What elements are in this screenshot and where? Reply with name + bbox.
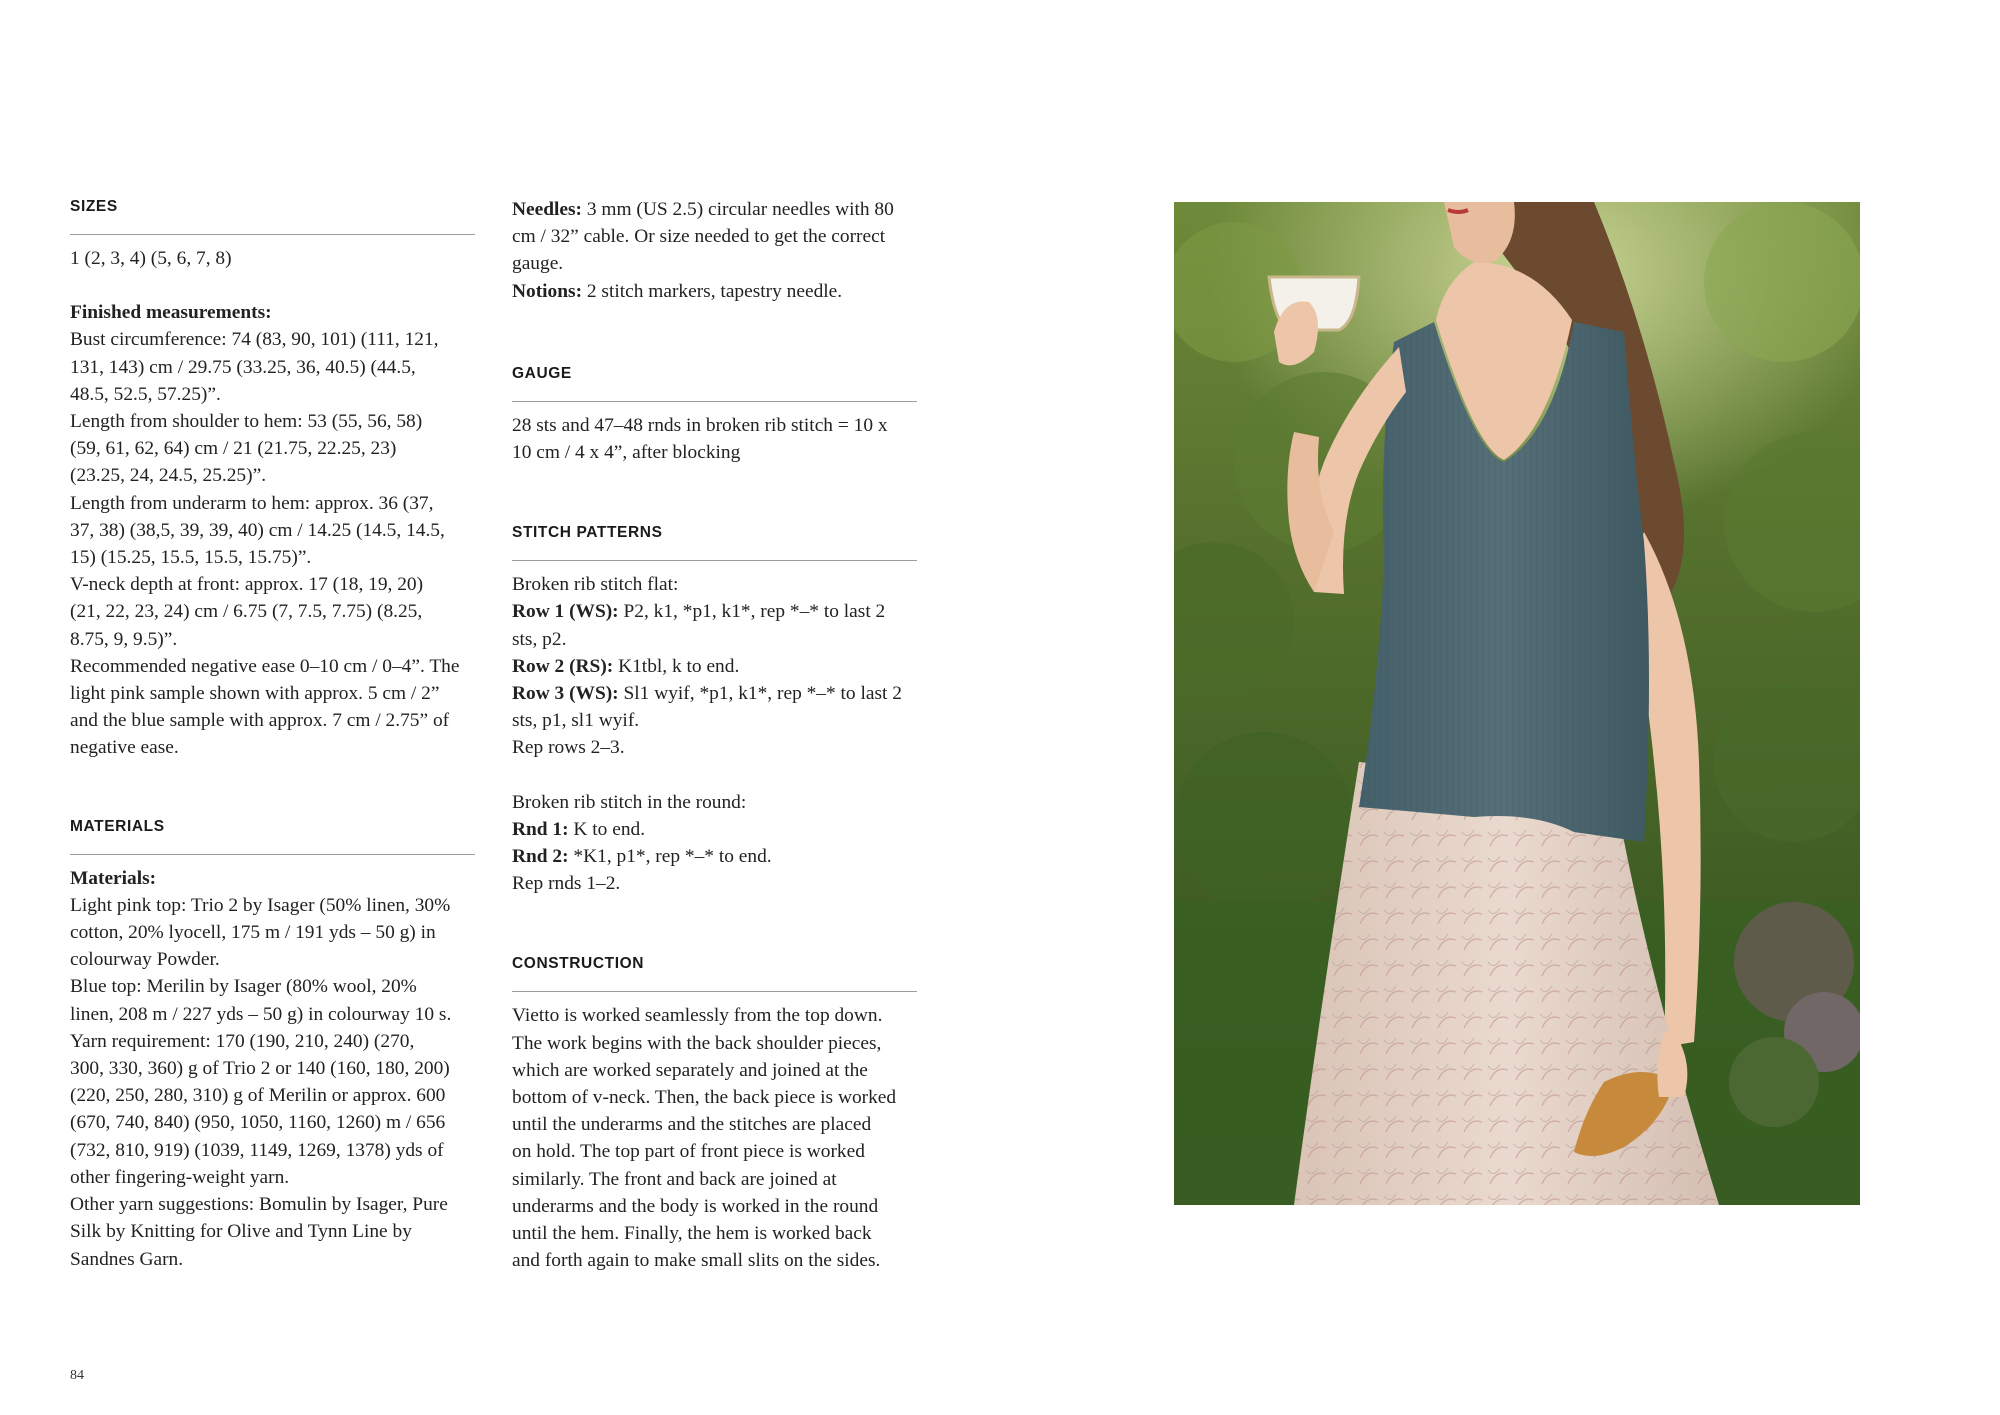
sizes-heading: SIZES: [70, 198, 118, 215]
measurement-line: 15) (15.25, 15.5, 15.5, 15.75)”.: [70, 547, 312, 569]
construction-line: underarms and the body is worked in the round: [512, 1195, 879, 1217]
needles-line: Needles: 3 mm (US 2.5) circular needles with 80: [512, 199, 894, 220]
measurement-line: V-neck depth at front: approx. 17 (18, 19, 20): [70, 574, 424, 596]
construction-line: until the hem. Finally, the hem is worked back: [512, 1223, 872, 1245]
divider: [70, 234, 475, 235]
construction-line: The work begins with the back shoulder pieces,: [512, 1032, 882, 1054]
model-photo: [1174, 202, 1860, 1205]
divider: [512, 401, 917, 402]
measurement-line: Recommended negative ease 0–10 cm / 0–4”. The: [70, 655, 460, 677]
notions-line: Notions: 2 stitch markers, tapestry needle.: [512, 280, 843, 302]
construction-line: Vietto is worked seamlessly from the top down.: [512, 1005, 883, 1027]
materials-line: (220, 250, 280, 310) g of Merilin or approx. 600: [70, 1085, 446, 1107]
row-1: Row 1 (WS): P2, k1, *p1, k1*, rep *–* to last 2: [512, 601, 886, 623]
gauge-line: 10 cm / 4 x 4”, after blocking: [512, 442, 741, 464]
construction-line: bottom of v-neck. Then, the back piece is worked: [512, 1087, 897, 1109]
construction-line: which are worked separately and joined at the: [512, 1059, 868, 1081]
needles-line: cm / 32” cable. Or size needed to get the correct: [512, 226, 886, 248]
row-1-cont: sts, p2.: [512, 628, 567, 650]
sizes-text: 1 (2, 3, 4) (5, 6, 7, 8): [70, 248, 232, 269]
materials-line: linen, 208 m / 227 yds – 50 g) in colourway 10 s.: [70, 1003, 452, 1025]
rep-rows: Rep rows 2–3.: [512, 737, 625, 759]
materials-label: Materials:: [70, 867, 157, 889]
materials-line: Silk by Knitting for Olive and Tynn Line by: [70, 1221, 412, 1243]
measurement-line: 37, 38) (38,5, 39, 39, 40) cm / 14.25 (14.5, 14.5,: [70, 519, 445, 541]
measurement-line: (23.25, 24, 24.5, 25.25)”.: [70, 465, 267, 487]
page-number: 84: [70, 1368, 84, 1383]
row-3: Row 3 (WS): Sl1 wyif, *p1, k1*, rep *–* to last 2: [512, 683, 902, 705]
measurement-line: 8.75, 9, 9.5)”.: [70, 628, 178, 650]
gauge-line: 28 sts and 47–48 rnds in broken rib stitch = 10 x: [512, 414, 888, 436]
measurement-line: negative ease.: [70, 737, 179, 759]
measurement-line: Length from shoulder to hem: 53 (55, 56, 58): [70, 411, 423, 433]
materials-line: colourway Powder.: [70, 949, 220, 971]
row-2: Row 2 (RS): K1tbl, k to end.: [512, 655, 740, 677]
construction-heading: CONSTRUCTION: [512, 955, 645, 973]
materials-line: cotton, 20% lyocell, 175 m / 191 yds – 50 g) in: [70, 922, 436, 944]
materials-line: (670, 740, 840) (950, 1050, 1160, 1260) m / 656: [70, 1112, 446, 1134]
construction-line: and forth again to make small slits on the sides.: [512, 1250, 881, 1272]
materials-line: Light pink top: Trio 2 by Isager (50% linen, 30%: [70, 894, 451, 916]
needles-line: gauge.: [512, 253, 564, 275]
measurement-line: (59, 61, 62, 64) cm / 21 (21.75, 22.25, 23): [70, 438, 397, 460]
measurement-line: 131, 143) cm / 29.75 (33.25, 36, 40.5) (44.5,: [70, 356, 416, 378]
materials-line: Blue top: Merilin by Isager (80% wool, 20%: [70, 976, 417, 998]
materials-line: Yarn requirement: 170 (190, 210, 240) (270,: [70, 1030, 415, 1052]
measurement-line: (21, 22, 23, 24) cm / 6.75 (7, 7.5, 7.75) (8.25,: [70, 601, 423, 623]
construction-line: on hold. The top part of front piece is worked: [512, 1141, 865, 1163]
materials-line: 300, 330, 360) g of Trio 2 or 140 (160, 180, 200): [70, 1058, 450, 1080]
left-text-column: [70, 196, 475, 1273]
measurement-line: light pink sample shown with approx. 5 cm / 2”: [70, 683, 440, 705]
construction-line: similarly. The front and back are joined at: [512, 1168, 837, 1190]
divider: [70, 854, 475, 855]
rep-rnds: Rep rnds 1–2.: [512, 873, 621, 895]
materials-line: Other yarn suggestions: Bomulin by Isager, Pure: [70, 1194, 448, 1216]
row-3-cont: sts, p1, sl1 wyif.: [512, 710, 640, 732]
measurement-line: Bust circumference: 74 (83, 90, 101) (111, 121,: [70, 329, 439, 351]
rnd-2: Rnd 2: *K1, p1*, rep *–* to end.: [512, 846, 772, 868]
finished-measurements-label: Finished measurements:: [70, 302, 272, 324]
flat-title: Broken rib stitch flat:: [512, 574, 679, 596]
measurement-line: and the blue sample with approx. 7 cm / 2.75” of: [70, 710, 450, 732]
materials-line: (732, 810, 919) (1039, 1149, 1269, 1378) yds of: [70, 1139, 444, 1161]
divider: [512, 560, 917, 561]
measurement-line: 48.5, 52.5, 57.25)”.: [70, 383, 221, 405]
divider: [512, 991, 917, 992]
middle-text-column: [512, 196, 917, 1274]
gauge-heading: GAUGE: [512, 364, 572, 382]
round-title: Broken rib stitch in the round:: [512, 791, 747, 813]
materials-line: other fingering-weight yarn.: [70, 1166, 290, 1188]
materials-heading: MATERIALS: [70, 817, 165, 835]
construction-line: until the underarms and the stitches are placed: [512, 1114, 872, 1136]
materials-line: Sandnes Garn.: [70, 1248, 184, 1270]
stitch-patterns-heading: STITCH PATTERNS: [512, 524, 663, 542]
measurement-line: Length from underarm to hem: approx. 36 (37,: [70, 492, 434, 514]
rnd-1: Rnd 1: K to end.: [512, 818, 646, 840]
